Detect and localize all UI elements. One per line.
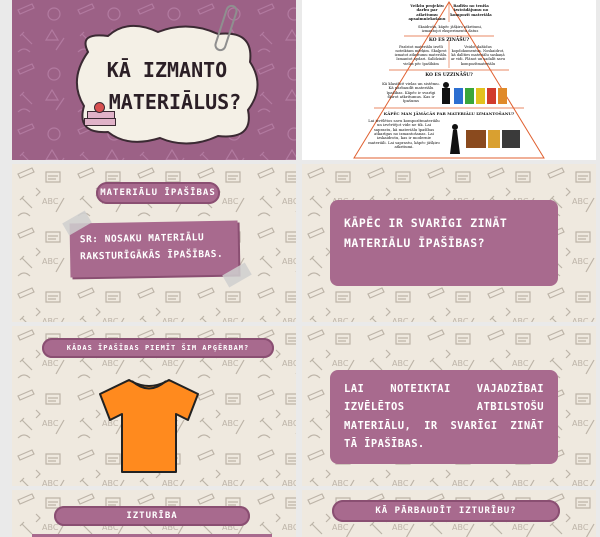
question-text: KĀPĒC IR SVARĪGI ZINĀT MATERIĀLU ĪPAŠĪBAS?: [344, 216, 508, 250]
pyramid-heading-2: KO ES ZINĀŠU?: [428, 38, 470, 43]
objective-card: [70, 221, 239, 278]
slide-answer[interactable]: [302, 326, 596, 486]
pyramid-left-2: Pazīstot materiālu izvēli noteiktam mērķim. Skaļprot izmatot atkritumu materiālu. Izmantot apdari. Salīdzināt vielas pēc īpašībām: [394, 45, 448, 66]
slide-clothing-question[interactable]: [12, 326, 296, 486]
pyramid-heading-3: KO ES UZZINĀŠU?: [425, 73, 473, 78]
slide-materials-properties[interactable]: [12, 164, 296, 322]
title-line-2: MATERIĀLUS?: [108, 90, 242, 114]
materials-images-icon: [466, 130, 522, 150]
objective-text: SR: NOSAKU MATERIĀLU RAKSTURĪGĀKĀS ĪPAŠĪBAS.: [79, 232, 224, 262]
pyramid-right-2: Veidot dažādus kopdokumentus. Noskaidrot, kā dalīties materiālu saskaņā ar vidi. Plānot un sadalīt savu kompozītmateriālu: [450, 45, 506, 66]
pyramid-top-left: Veikšu projektu darbu par atkritumu apsaimniekošanu: [408, 3, 446, 22]
answer-text: LAI NOTEIKTAI VAJADZĪBAI IZVĒLĒTOS ATBILSTOŠU MATERIĀLU, IR SVARĪGI ZINĀT TĀ ĪPAŠĪBAS.: [344, 383, 544, 451]
title-cloud: [68, 22, 264, 150]
pyramid-top-mid: Skaidrošu, kāpēc jāšķiro atkritumi, izmantojot eksperimentu datus: [417, 25, 482, 34]
pyramid-left-4: Lai izvēlētos savu kompozītmateriālu un izvērtējot vide ne tik. Lai saprastu, kā materiālu īpašības atkarīgas no izmantošanas. Lai izskaidrotu, kas ir modernie materiāli. Lai saprastu, kāpēc jāšķiro atkritumi.: [368, 118, 440, 150]
title-line-1: KĀ IZMANTO: [106, 58, 228, 82]
slide-heading: IZTURĪBA: [54, 506, 250, 526]
tshirt-icon: [94, 376, 204, 476]
slide-how-test-durability[interactable]: [302, 490, 596, 537]
recycling-bins-icon: [454, 88, 510, 104]
woman-silhouette-icon: [450, 124, 460, 154]
pyramid-heading-4: KĀPĒC MAN JĀMĀCĀS PAR MATERIĀLU IZMANTOŠANU?: [383, 111, 515, 116]
question-card: [330, 200, 558, 286]
pyramid-top-right: Radīšu no teniša izstrādājumu no kompozīt materiāla: [450, 3, 492, 17]
slide-heading: KĀDAS ĪPAŠĪBAS PIEMĪT ŠIM APĢĒRBAM?: [42, 338, 274, 358]
answer-card: [330, 370, 558, 464]
pyramid-left-3: Kā klasificē vielas un sistēmu. Kā pārbaudīt materiālu īpašības. Kāpēc ir svarīgi šķirot atkritumus. Kas ir īpašums: [382, 81, 440, 104]
person-silhouette-icon: [442, 82, 450, 104]
slide-pyramid[interactable]: [302, 0, 596, 160]
slide-why-important[interactable]: [302, 164, 596, 322]
slide-title[interactable]: [12, 0, 296, 160]
slide-durability[interactable]: [12, 490, 296, 537]
slide-heading: KĀ PĀRBAUDĪT IZTURĪBU?: [332, 500, 560, 522]
slide-heading: MATERIĀLU ĪPAŠĪBAS: [96, 182, 220, 204]
pyramid-outline: [302, 0, 596, 160]
